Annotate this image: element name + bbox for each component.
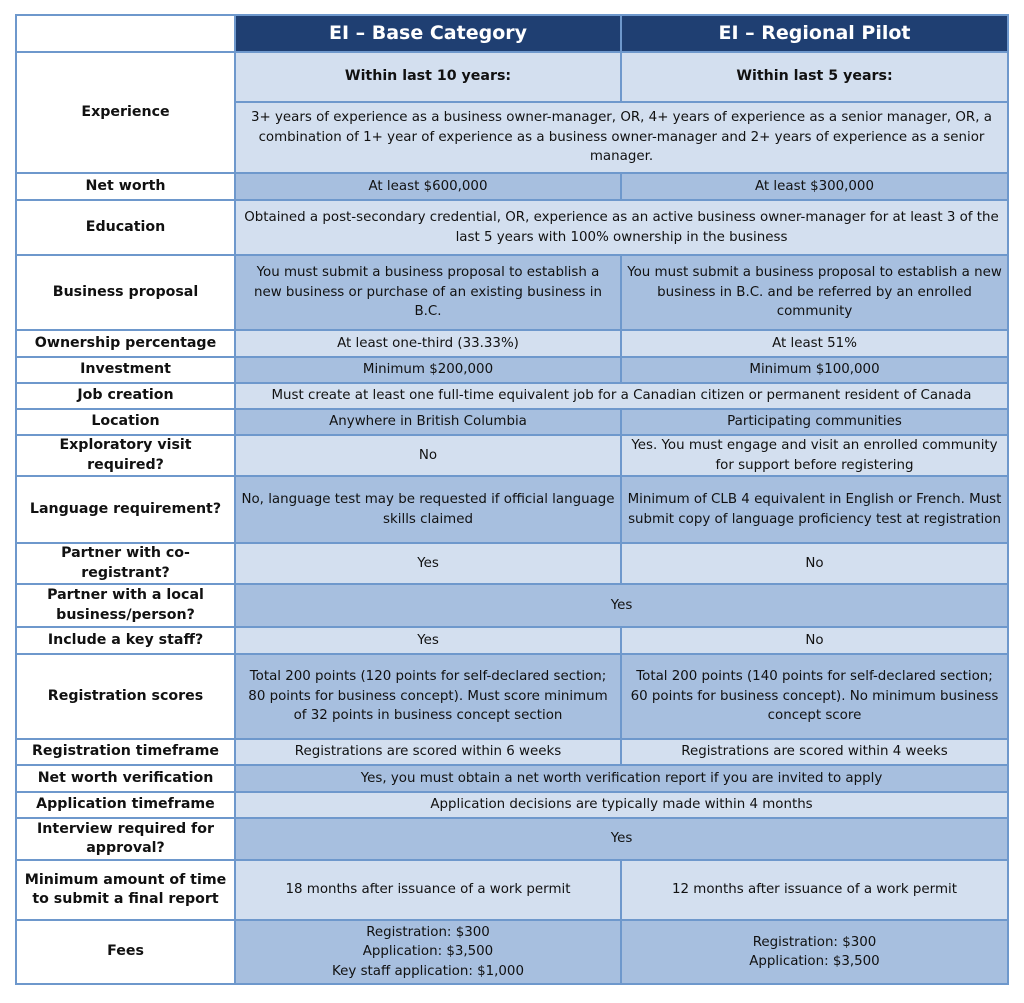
row-label-registration-timeframe: Registration timeframe bbox=[16, 739, 235, 765]
fees-regional-cell bbox=[621, 920, 1008, 984]
table-row-partner-local bbox=[16, 584, 1008, 627]
final-report-regional-cell: 12 months after issuance of a work permit bbox=[621, 860, 1008, 920]
fee-line: Key staff application: $1,000 bbox=[332, 963, 524, 979]
row-label-partner-co-registrant: Partner with co-registrant? bbox=[16, 543, 235, 584]
row-label-net-worth: Net worth bbox=[16, 173, 235, 200]
ownership-base-cell: At least one-third (33.33%) bbox=[235, 330, 621, 357]
row-label-fees: Fees bbox=[16, 920, 235, 984]
row-label-key-staff: Include a key staff? bbox=[16, 627, 235, 654]
table-row-business-proposal bbox=[16, 255, 1008, 330]
investment-regional-cell: Minimum $100,000 bbox=[621, 357, 1008, 383]
row-label-experience: Experience bbox=[16, 52, 235, 173]
fee-line: Application: $3,500 bbox=[362, 944, 494, 960]
table-row-registration-scores bbox=[16, 654, 1008, 739]
location-base-cell: Anywhere in British Columbia bbox=[235, 409, 621, 435]
table-row-job-creation bbox=[16, 383, 1008, 409]
experience-shared-cell: 3+ years of experience as a business owner-manager, OR, 4+ years of experience as a senior manager, OR, a combination of 1+ year of experience as a business owner-manager and 2+ years of experience as a senior manager. bbox=[235, 102, 1008, 173]
table-row-fees bbox=[16, 920, 1008, 984]
row-label-registration-scores: Registration scores bbox=[16, 654, 235, 739]
row-label-final-report: Minimum amount of time to submit a final report bbox=[16, 860, 235, 920]
table-row-registration-timeframe bbox=[16, 739, 1008, 765]
location-regional-cell: Participating communities bbox=[621, 409, 1008, 435]
interview-shared-cell: Yes bbox=[235, 818, 1008, 860]
education-shared-cell: Obtained a post-secondary credential, OR, experience as an active business owner-manager for at least 3 of the last 5 years with 100% ownership in the business bbox=[235, 200, 1008, 255]
table-row-final-report bbox=[16, 860, 1008, 920]
table-row-partner-co-registrant bbox=[16, 543, 1008, 584]
registration-scores-base-cell: Total 200 points (120 points for self-declared section; 80 points for business concept). Must score minimum of 32 points in business concept section bbox=[235, 654, 621, 739]
table-row-investment bbox=[16, 357, 1008, 383]
final-report-base-cell: 18 months after issuance of a work permit bbox=[235, 860, 621, 920]
table-row-ownership bbox=[16, 330, 1008, 357]
registration-scores-regional-cell: Total 200 points (140 points for self-declared section; 60 points for business concept). No minimum business concept score bbox=[621, 654, 1008, 739]
application-timeframe-shared-cell: Application decisions are typically made within 4 months bbox=[235, 792, 1008, 818]
table-row-application-timeframe bbox=[16, 792, 1008, 818]
row-label-exploratory-visit: Exploratory visit required? bbox=[16, 435, 235, 476]
header-row bbox=[16, 15, 1008, 52]
table-row-net-worth-verification bbox=[16, 765, 1008, 792]
key-staff-regional-cell: No bbox=[621, 627, 1008, 654]
row-label-language: Language requirement? bbox=[16, 476, 235, 543]
table-row-net-worth bbox=[16, 173, 1008, 200]
ownership-regional-cell: At least 51% bbox=[621, 330, 1008, 357]
row-label-application-timeframe: Application timeframe bbox=[16, 792, 235, 818]
comparison-table bbox=[15, 14, 1009, 985]
fees-base-cell bbox=[235, 920, 621, 984]
investment-base-cell: Minimum $200,000 bbox=[235, 357, 621, 383]
partner-co-registrant-base-cell: Yes bbox=[235, 543, 621, 584]
business-proposal-regional-cell: You must submit a business proposal to establish a new business in B.C. and be referred by an enrolled community bbox=[621, 255, 1008, 330]
job-creation-shared-cell: Must create at least one full-time equivalent job for a Canadian citizen or permanent resident of Canada bbox=[235, 383, 1008, 409]
partner-local-shared-cell: Yes bbox=[235, 584, 1008, 627]
net-worth-base-cell: At least $600,000 bbox=[235, 173, 621, 200]
experience-base-subheading: Within last 10 years: bbox=[235, 52, 621, 102]
row-label-education: Education bbox=[16, 200, 235, 255]
row-label-location: Location bbox=[16, 409, 235, 435]
row-label-job-creation: Job creation bbox=[16, 383, 235, 409]
exploratory-visit-regional-cell: Yes. You must engage and visit an enrolled community for support before registering bbox=[621, 435, 1008, 476]
exploratory-visit-base-cell: No bbox=[235, 435, 621, 476]
fee-line: Registration: $300 bbox=[366, 924, 490, 940]
table-row-location bbox=[16, 409, 1008, 435]
header-blank-cell bbox=[16, 15, 235, 52]
table-row-interview bbox=[16, 818, 1008, 860]
row-label-interview: Interview required for approval? bbox=[16, 818, 235, 860]
header-regional-pilot: EI – Regional Pilot bbox=[621, 15, 1008, 52]
net-worth-verification-shared-cell: Yes, you must obtain a net worth verification report if you are invited to apply bbox=[235, 765, 1008, 792]
registration-timeframe-base-cell: Registrations are scored within 6 weeks bbox=[235, 739, 621, 765]
table-row-language bbox=[16, 476, 1008, 543]
registration-timeframe-regional-cell: Registrations are scored within 4 weeks bbox=[621, 739, 1008, 765]
business-proposal-base-cell: You must submit a business proposal to establish a new business or purchase of an existing business in B.C. bbox=[235, 255, 621, 330]
fee-line: Application: $3,500 bbox=[749, 954, 880, 969]
table-row-exploratory-visit bbox=[16, 435, 1008, 476]
row-label-partner-local: Partner with a local business/person? bbox=[16, 584, 235, 627]
row-label-investment: Investment bbox=[16, 357, 235, 383]
row-label-net-worth-verification: Net worth verification bbox=[16, 765, 235, 792]
table-row-experience-sub bbox=[16, 52, 1008, 102]
key-staff-base-cell: Yes bbox=[235, 627, 621, 654]
experience-regional-subheading: Within last 5 years: bbox=[621, 52, 1008, 102]
header-base-category: EI – Base Category bbox=[235, 15, 621, 52]
row-label-ownership: Ownership percentage bbox=[16, 330, 235, 357]
partner-co-registrant-regional-cell: No bbox=[621, 543, 1008, 584]
fee-line: Registration: $300 bbox=[752, 934, 877, 950]
table-row-education bbox=[16, 200, 1008, 255]
net-worth-regional-cell: At least $300,000 bbox=[621, 173, 1008, 200]
language-base-cell: No, language test may be requested if official language skills claimed bbox=[235, 476, 621, 543]
row-label-business-proposal: Business proposal bbox=[16, 255, 235, 330]
table-row-key-staff bbox=[16, 627, 1008, 654]
language-regional-cell: Minimum of CLB 4 equivalent in English or French. Must submit copy of language proficiency test at registration bbox=[621, 476, 1008, 543]
